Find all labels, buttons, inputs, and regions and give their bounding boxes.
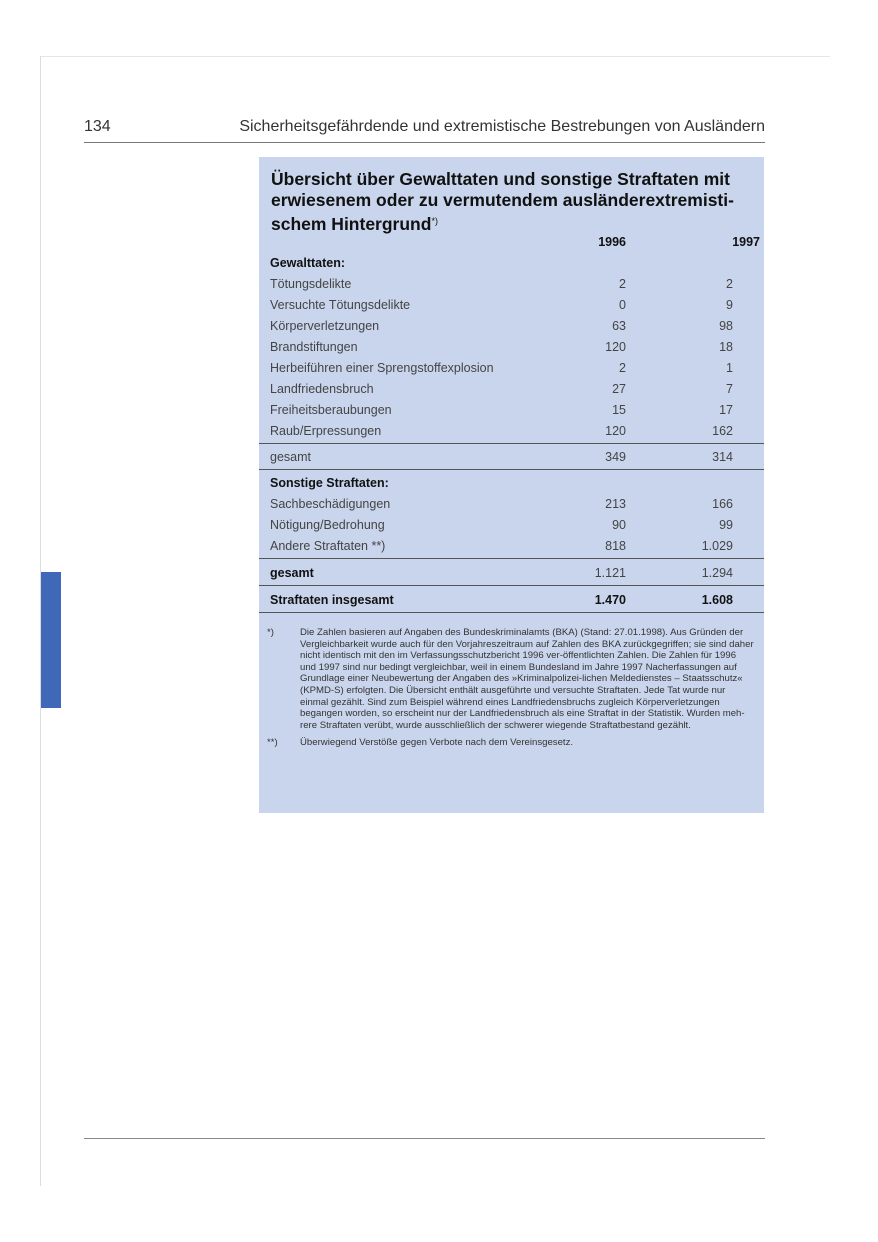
value-1996: 818 bbox=[605, 539, 626, 553]
section-label: Gewalttaten: bbox=[270, 256, 346, 270]
table-row bbox=[259, 494, 764, 515]
value-1997: 314 bbox=[712, 450, 733, 464]
footnote-text: Die Zahlen basieren auf Angaben des Bundeskriminalamts (BKA) (Stand: 27.01.1998). Aus Gründen der Vergleichbarkeit wurde auch für den Vorjahreszeitraum auf Zahlen des BKA zurückgegriffen; sie sind daher nicht identisch mit den im Verfassungsschutzbericht 1996 ver-öffentlichten Zahlen. Die Zahlen für 1996 und 1997 sind nur bedingt vergleichbar, weil in einem Bundesland im Jahre 1997 Nacherfassungen auf Grundlage einer Neubewertung der Angaben des »Kriminalpolizei-lichen Meldedienstes – Staatsschutz« (KPMD-S) erfolgten. Die Übersicht enthält ausgeführte und versuchte Straftaten. Jede Tat wurde nur einmal gezählt. Sind zum Beispiel während eines Landfriedensbruchs zugleich Körperverletzungen begangen worden, so erscheint nur der Landfriedensbruch als eine Straftat in der Statistik. Wurden meh-rere Straftaten verübt, wurde ausschließlich der schwerer wiegende Straftatbestand gezählt. bbox=[300, 627, 754, 731]
subtotal-row-sonstige bbox=[259, 563, 764, 584]
row-label: Landfriedensbruch bbox=[270, 382, 374, 396]
row-label: Versuchte Tötungsdelikte bbox=[270, 298, 411, 312]
table-separator bbox=[259, 443, 764, 444]
table-row bbox=[259, 515, 764, 536]
table-row bbox=[259, 316, 764, 337]
footnote-text: Überwiegend Verstöße gegen Verbote nach dem Vereinsgesetz. bbox=[300, 737, 574, 749]
value-1997: 99 bbox=[719, 518, 733, 532]
table-separator bbox=[259, 558, 764, 559]
column-header-1997: 1997 bbox=[732, 235, 760, 249]
value-1997: 7 bbox=[726, 382, 733, 396]
value-1997: 1 bbox=[726, 361, 733, 375]
value-1996: 27 bbox=[612, 382, 626, 396]
column-header-1996: 1996 bbox=[598, 235, 626, 249]
row-label: Andere Straftaten **) bbox=[270, 539, 386, 553]
table-row bbox=[259, 536, 764, 557]
value-1997: 166 bbox=[712, 497, 733, 511]
value-1996: 15 bbox=[612, 403, 626, 417]
value-1997: 9 bbox=[726, 298, 733, 312]
value-1996: 1.470 bbox=[594, 593, 626, 607]
footer-rule bbox=[84, 1138, 765, 1139]
section-heading-gewalttaten bbox=[259, 253, 764, 274]
box-title-text: Übersicht über Gewalttaten und sonstige Straftaten mit erwiesenem oder zu vermutendem ausländerextremisti-schem Hintergrund bbox=[271, 169, 734, 234]
chapter-side-tab bbox=[41, 572, 61, 708]
page-number: 134 bbox=[84, 118, 111, 135]
statistics-box bbox=[259, 157, 764, 813]
footnote-mark: *) bbox=[267, 627, 274, 638]
row-label: Straftaten insgesamt bbox=[270, 593, 394, 607]
value-1997: 1.029 bbox=[701, 539, 733, 553]
value-1996: 2 bbox=[619, 361, 626, 375]
row-label: gesamt bbox=[270, 450, 311, 464]
footnotes bbox=[259, 627, 764, 755]
section-label: Sonstige Straftaten: bbox=[270, 476, 389, 490]
row-label: Tötungsdelikte bbox=[270, 277, 352, 291]
footnote bbox=[259, 737, 764, 749]
value-1997: 17 bbox=[719, 403, 733, 417]
row-label: Körperverletzungen bbox=[270, 319, 380, 333]
value-1996: 213 bbox=[605, 497, 626, 511]
row-label: gesamt bbox=[270, 566, 314, 580]
row-label: Nötigung/Bedrohung bbox=[270, 518, 385, 532]
value-1997: 1.608 bbox=[701, 593, 733, 607]
row-label: Sachbeschädigungen bbox=[270, 497, 391, 511]
value-1996: 63 bbox=[612, 319, 626, 333]
box-title bbox=[271, 169, 741, 235]
table-separator bbox=[259, 612, 764, 613]
table-row bbox=[259, 358, 764, 379]
value-1996: 2 bbox=[619, 277, 626, 291]
subtotal-row-gewalttaten bbox=[259, 447, 764, 468]
table-row bbox=[259, 274, 764, 295]
value-1996: 0 bbox=[619, 298, 626, 312]
section-heading-sonstige bbox=[259, 473, 764, 494]
row-label: Herbeiführen einer Sprengstoffexplosion bbox=[270, 361, 494, 375]
footnote bbox=[259, 627, 764, 731]
value-1997: 1.294 bbox=[701, 566, 733, 580]
value-1996: 120 bbox=[605, 424, 626, 438]
row-label: Brandstiftungen bbox=[270, 340, 358, 354]
value-1997: 162 bbox=[712, 424, 733, 438]
value-1997: 18 bbox=[719, 340, 733, 354]
row-label: Freiheitsberaubungen bbox=[270, 403, 392, 417]
header-rule bbox=[84, 142, 765, 143]
running-head: Sicherheitsgefährdende und extremistische Bestrebungen von Ausländern bbox=[239, 118, 765, 135]
paper-edge-top bbox=[40, 56, 830, 57]
table-row bbox=[259, 379, 764, 400]
row-label: Raub/Erpressungen bbox=[270, 424, 382, 438]
table-row bbox=[259, 337, 764, 358]
value-1996: 349 bbox=[605, 450, 626, 464]
table-separator bbox=[259, 469, 764, 470]
value-1997: 2 bbox=[726, 277, 733, 291]
table-row bbox=[259, 421, 764, 442]
value-1996: 1.121 bbox=[594, 566, 626, 580]
table-row bbox=[259, 400, 764, 421]
table-row bbox=[259, 295, 764, 316]
value-1997: 98 bbox=[719, 319, 733, 333]
footnote-mark: **) bbox=[267, 737, 278, 749]
value-1996: 120 bbox=[605, 340, 626, 354]
title-footnote-mark: *) bbox=[431, 216, 438, 226]
grand-total-row bbox=[259, 590, 764, 611]
value-1996: 90 bbox=[612, 518, 626, 532]
table-separator bbox=[259, 585, 764, 586]
